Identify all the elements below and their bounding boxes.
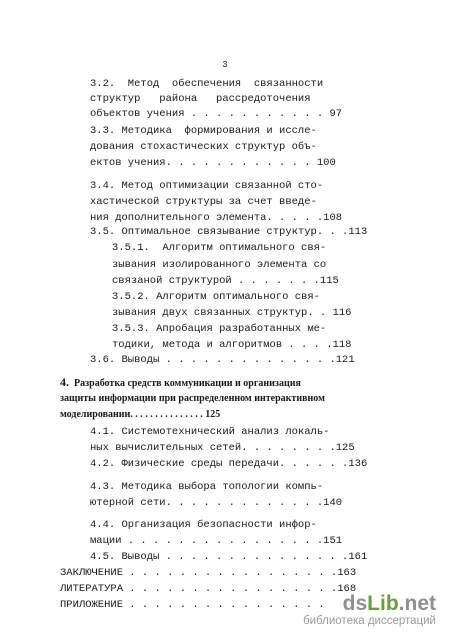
watermark-logo — [303, 593, 436, 615]
watermark-subtitle: библиотека диссертаций — [303, 615, 436, 627]
toc-line: 4.3. Методика выбора топологии компь- — [90, 481, 324, 493]
toc-line: 3.5.3. Апробация разработанных ме- — [112, 323, 327, 335]
toc-line: дования стохастических структур объ- — [90, 141, 317, 153]
toc-line — [60, 408, 220, 422]
toc-line: 4.2. Физические среды передачи. . . . . .136 — [90, 458, 368, 470]
chapter-title: моделировании. . . . . . . . . . . . . . . 125 — [60, 409, 221, 420]
toc-line: хастической структуры за счет введе- — [90, 196, 317, 208]
chapter-title: Разработка средств коммуникации и организация — [74, 378, 301, 389]
toc-line: 4.5. Выводы . . . . . . . . . . . . . . .161 — [90, 551, 368, 563]
toc-line: 3.5.1. Алгоритм оптимального свя- — [112, 242, 327, 254]
toc-line: ектов учения. . . . . . . . . . . . 100 — [90, 157, 336, 169]
toc-line: 4.1. Системотехнический анализ локаль- — [90, 426, 330, 438]
toc-line: 4.4. Организация безопасности инфор- — [90, 519, 317, 531]
toc-line: ПРИЛОЖЕНИЕ . . . . . . . . . . . . . . . . — [60, 599, 325, 611]
toc-line: структур района рассредоточения — [90, 93, 311, 105]
toc-line: 3.3. Методика формирования и иссле- — [90, 125, 317, 137]
toc-line: связаной структурой . . . . . . .115 — [112, 275, 339, 287]
toc-chapter-heading — [60, 376, 301, 390]
toc-line: ЛИТЕРАТУРА . . . . . . . . . . . . . . . . .168 — [60, 583, 357, 595]
toc-line: 3.4. Метод оптимизации связанной сто- — [90, 180, 324, 192]
toc-line: 3.5.2. Алгоритм оптимального свя- — [112, 291, 320, 303]
watermark — [303, 593, 436, 628]
page-number: 3 — [222, 60, 228, 70]
toc-line: зывания двух связанных структур. . 116 — [112, 307, 352, 319]
toc-line: ютерной сети. . . . . . . . . . . . .140 — [90, 497, 343, 509]
toc-line: тодики, метода и алгоритмов . . . .118 — [112, 339, 352, 351]
logo-lib: Lib — [367, 592, 399, 615]
chapter-number: 4. — [60, 375, 69, 389]
toc-chapter-heading: защиты информации при распределенном интерактивном — [60, 393, 325, 404]
toc-line: ЗАКЛЮЧЕНИЕ . . . . . . . . . . . . . . . . .163 — [60, 567, 357, 579]
toc-line: 3.5. Оптимальное связывание структур. . .113 — [90, 226, 368, 238]
toc-line: ния дополнительного элемента. . . . .108 — [90, 212, 343, 224]
toc-line: 3.2. Метод обеспечения связанности — [90, 78, 324, 90]
toc-line: 3.6. Выводы . . . . . . . . . . . . . .121 — [90, 354, 355, 366]
toc-line: зывания изолированного элемента со — [112, 259, 327, 271]
toc-line: объектов учения . . . . . . . . . . . 97 — [90, 108, 343, 120]
logo-ds: ds — [342, 592, 368, 615]
logo-net: .net — [398, 592, 436, 615]
toc-line: ных вычислительных сетей. . . . . . . .125 — [90, 442, 355, 454]
toc-line: мации . . . . . . . . . . . . . . . .151 — [90, 535, 343, 547]
